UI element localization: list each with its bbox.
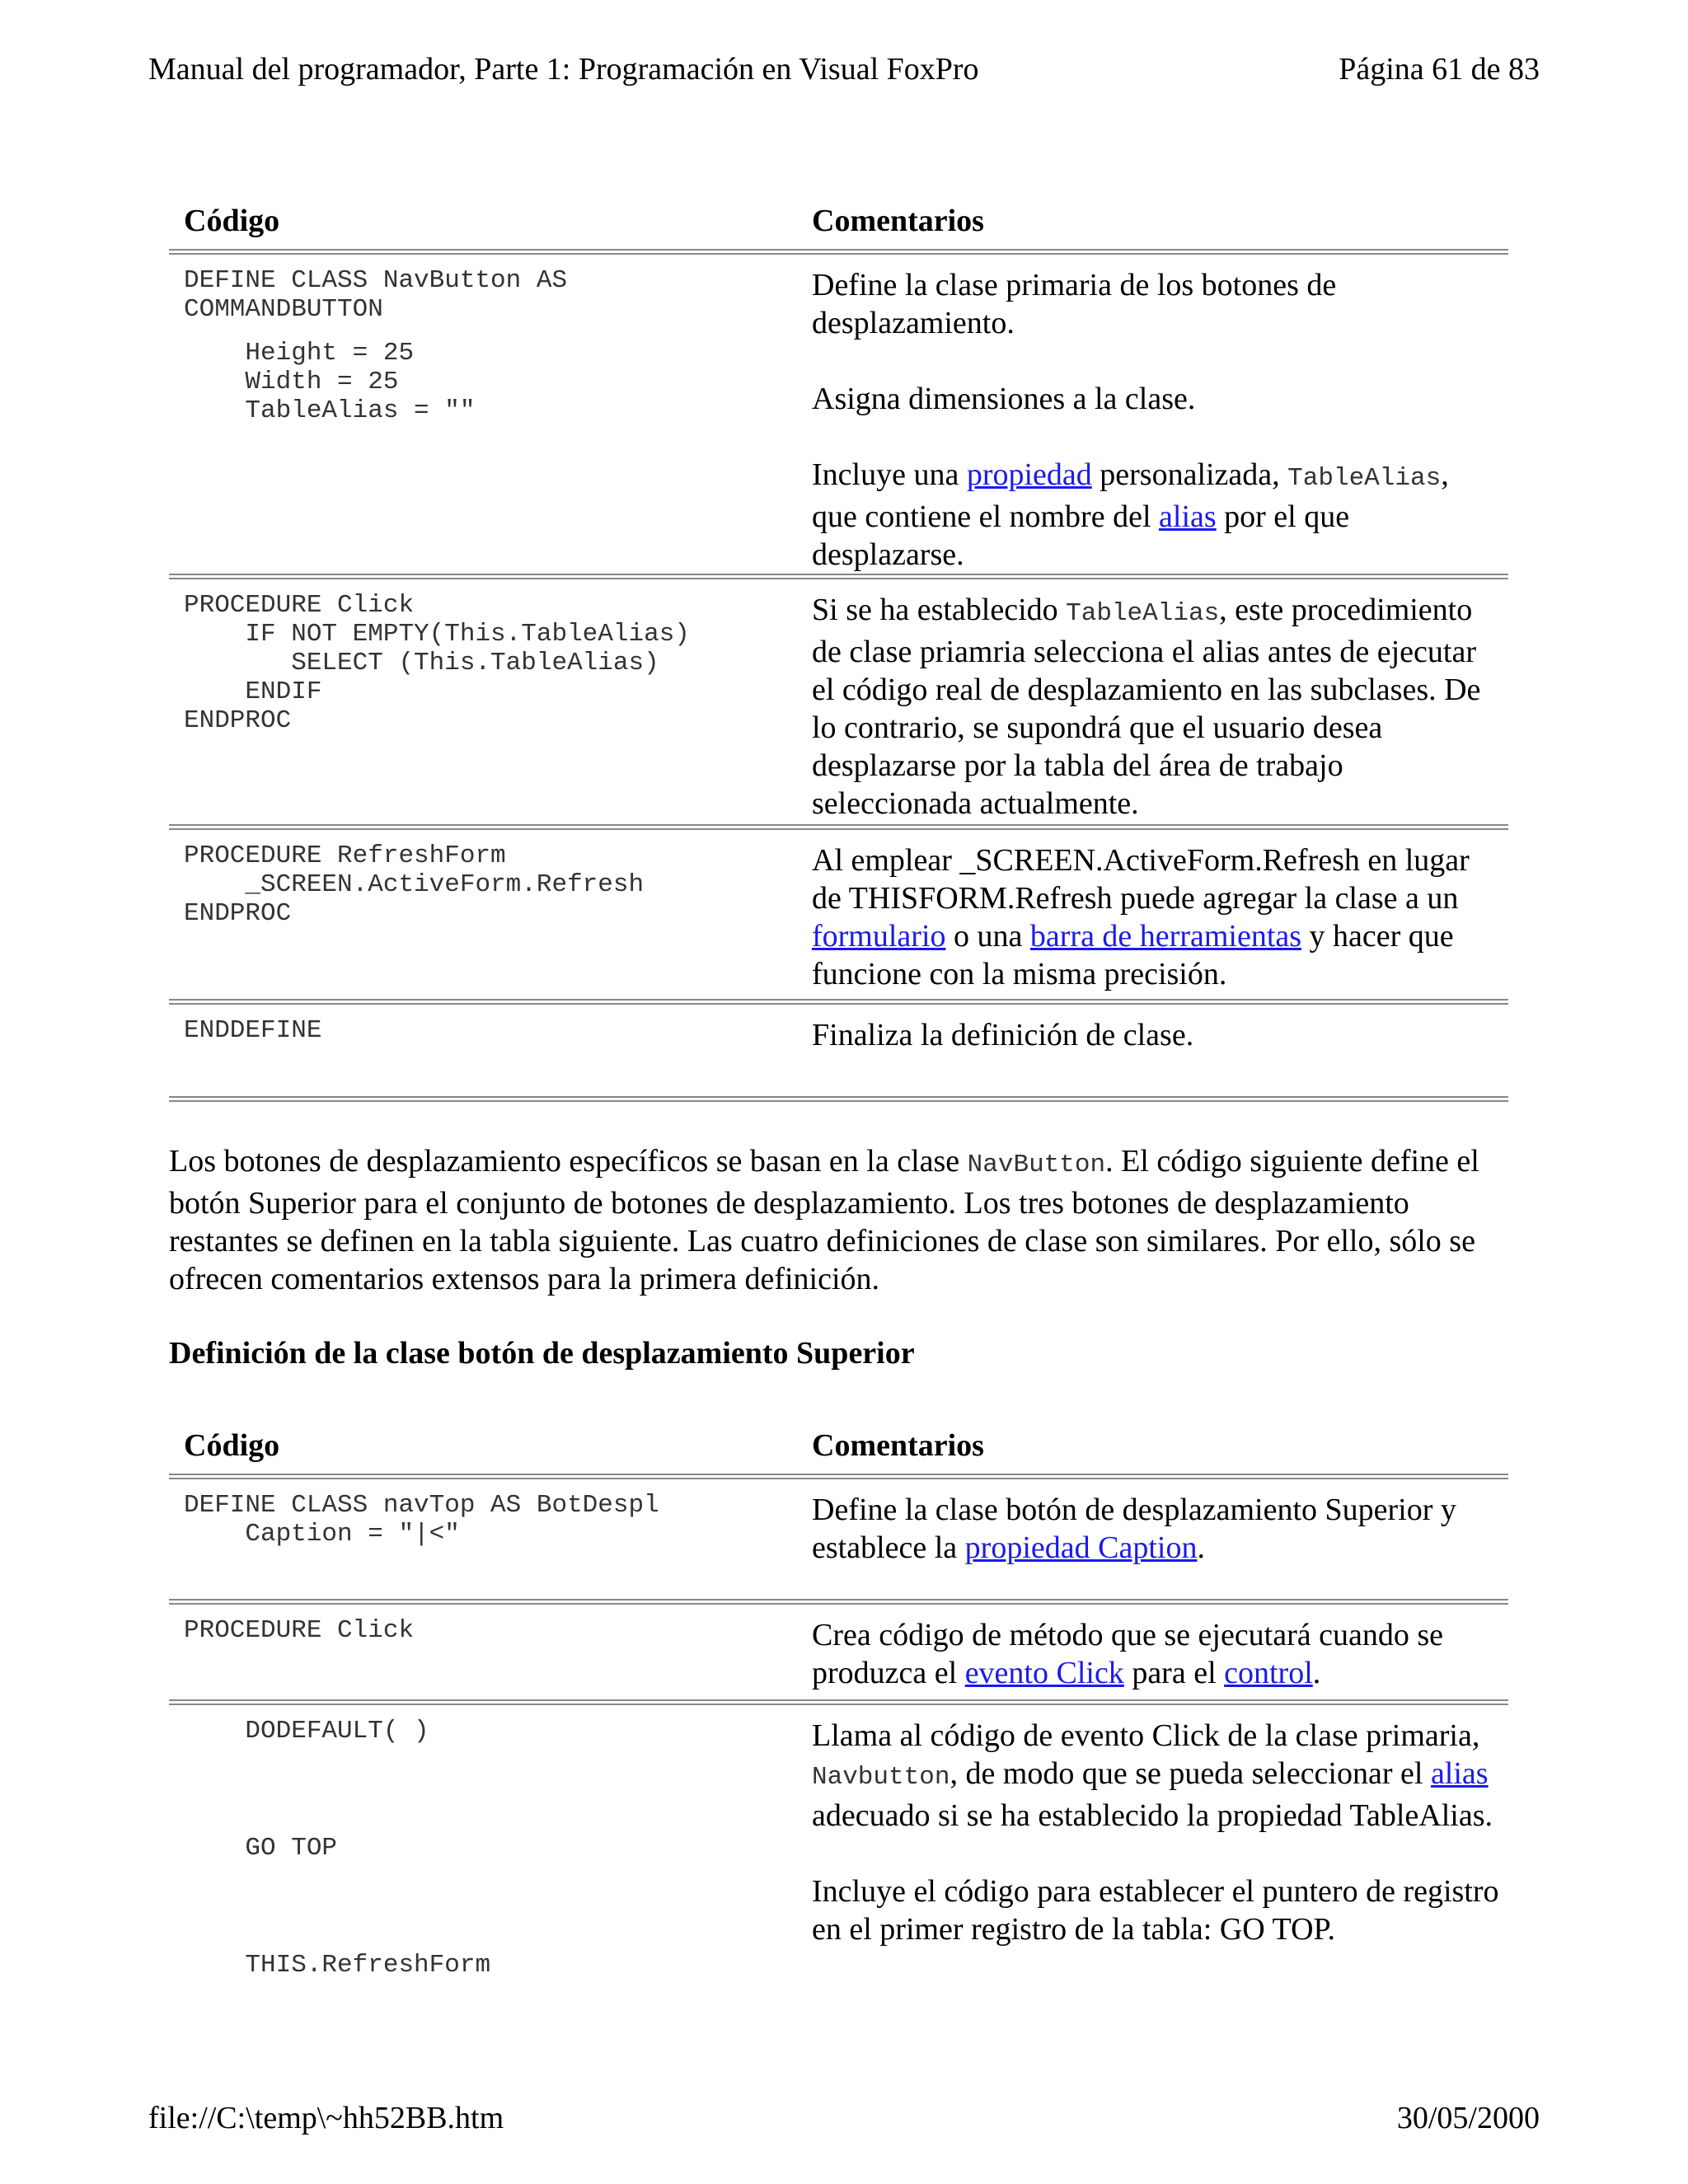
- code-cell: [169, 1491, 812, 1599]
- code-block: DODEFAULT( ): [184, 1717, 429, 1746]
- column-header-code: Código: [184, 204, 280, 238]
- text-span: Si se ha establecido: [812, 593, 1067, 627]
- text-span: , de modo que se pueda seleccionar el: [950, 1756, 1431, 1791]
- code-block: ENDDEFINE: [184, 1016, 322, 1045]
- text-span: personalizada,: [1091, 457, 1288, 492]
- text-span: o una: [945, 919, 1030, 954]
- row-divider: [169, 1599, 1508, 1605]
- text-span: Llama al código de evento Click de la clase primaria,: [812, 1718, 1480, 1753]
- section-heading: Definición de la clase botón de desplazamiento Superior: [169, 1336, 915, 1371]
- comment-text: [812, 456, 1500, 574]
- code-cell: [169, 841, 812, 999]
- code-cell: [169, 1717, 812, 1985]
- document-title: Manual del programador, Parte 1: Programación en Visual FoxPro: [148, 52, 979, 87]
- table-row: [169, 1479, 1508, 1599]
- code-cell: [169, 591, 812, 824]
- text-span: Crea código de método que se ejecutará cuando se produzca el: [812, 1618, 1444, 1690]
- code-block: DEFINE CLASS navTop AS BotDespl Caption = "|<": [184, 1491, 659, 1549]
- code-table-navtop: [169, 1424, 1508, 1985]
- table-header: [169, 1424, 1508, 1474]
- table-row: [169, 830, 1508, 999]
- row-divider: [169, 824, 1508, 830]
- code-block: DEFINE CLASS NavButton AS COMMANDBUTTON: [184, 266, 568, 324]
- table-bottom-rule: [169, 1096, 1508, 1102]
- link-formulario[interactable]: formulario: [812, 919, 946, 954]
- row-divider: [169, 574, 1508, 579]
- text-span: para el: [1123, 1656, 1225, 1690]
- text-span: Define la clase botón de desplazamiento Superior y establece la: [812, 1493, 1456, 1565]
- link-propiedad[interactable]: propiedad: [966, 457, 1092, 492]
- text-span: Al emplear _SCREEN.ActiveForm.Refresh en lugar de THISFORM.Refresh puede agregar la clase a un: [812, 843, 1470, 916]
- table-row: [169, 255, 1508, 574]
- link-propiedad-caption[interactable]: propiedad Caption: [964, 1530, 1198, 1565]
- code-table-navbutton: [169, 199, 1508, 1102]
- code-block: GO TOP: [184, 1834, 338, 1863]
- inline-code: NavButton: [967, 1151, 1106, 1179]
- text-span: . El código siguiente define el botón Superior para el conjunto de botones de desplazamiento. Los tres botones de desplazamiento restantes se definen en la tabla siguiente. Las cuatro definiciones de clase son similares. Por ello, sólo se ofrecen comentarios extensos para la primera definición.: [169, 1144, 1479, 1296]
- code-block: Height = 25 Width = 25 TableAlias = "": [245, 339, 476, 425]
- link-barra-de-herramientas[interactable]: barra de herramientas: [1029, 919, 1302, 954]
- link-control[interactable]: control: [1224, 1656, 1313, 1690]
- code-block: PROCEDURE Click: [184, 1616, 415, 1645]
- column-header-comments: Comentarios: [812, 1428, 984, 1463]
- text-span: , que contiene el nombre del: [812, 457, 1449, 534]
- print-date: 30/05/2000: [1396, 2101, 1540, 2135]
- page-footer: [148, 2100, 1540, 2136]
- comment-cell: [812, 1491, 1508, 1599]
- comment-text: [812, 591, 1500, 823]
- code-block: THIS.RefreshForm: [184, 1951, 491, 1980]
- file-path: file://C:\temp\~hh52BB.htm: [148, 2101, 504, 2135]
- body-paragraph: [169, 1142, 1508, 1298]
- comment-cell: [812, 841, 1508, 999]
- text-span: .: [1197, 1530, 1205, 1565]
- code-block: PROCEDURE RefreshForm _SCREEN.ActiveForm.Refresh ENDPROC: [184, 841, 645, 928]
- table-header: [169, 199, 1508, 249]
- link-alias[interactable]: alias: [1159, 499, 1217, 534]
- text-span: y hacer que funcione con la misma precisión.: [812, 919, 1454, 991]
- comment-text: [812, 1616, 1500, 1692]
- text-span: por el que desplazarse.: [812, 499, 1350, 572]
- comment-cell: [812, 1016, 1508, 1096]
- text-span: Incluye una: [812, 457, 967, 492]
- row-divider: [169, 1699, 1508, 1705]
- row-divider: [169, 1474, 1508, 1479]
- comment-cell: [812, 1616, 1508, 1699]
- comment-cell: [812, 591, 1508, 824]
- text-span: adecuado si se ha establecido la propiedad TableAlias.: [812, 1798, 1493, 1833]
- link-alias[interactable]: alias: [1430, 1756, 1489, 1791]
- table-row: [169, 1005, 1508, 1096]
- page-number: Página 61 de 83: [1339, 52, 1540, 87]
- text-span: Los botones de desplazamiento específicos se basan en la clase: [169, 1144, 968, 1179]
- text-span: .: [1312, 1656, 1321, 1690]
- link-evento-click[interactable]: evento Click: [964, 1656, 1124, 1690]
- inline-code: TableAlias: [1287, 464, 1442, 493]
- comment-cell: [812, 266, 1508, 574]
- comment-text: [812, 1491, 1500, 1567]
- row-divider: [169, 249, 1508, 255]
- table-row: [169, 1605, 1508, 1699]
- comment-text: Asigna dimensiones a la clase.: [812, 382, 1196, 416]
- inline-code: TableAlias: [1066, 599, 1220, 628]
- code-block: PROCEDURE Click IF NOT EMPTY(This.TableAlias) SELECT (This.TableAlias) ENDIF ENDPROC: [184, 591, 690, 735]
- column-header-comments: Comentarios: [812, 204, 984, 238]
- comment-cell: [812, 1717, 1508, 1985]
- comment-text: Finaliza la definición de clase.: [812, 1018, 1194, 1052]
- column-header-code: Código: [184, 1428, 280, 1463]
- text-span: , este procedimiento de clase priamria selecciona el alias antes de ejecutar el código real de desplazamiento en las subclases. De lo contrario, se supondrá que el usuario desea desplazarse por la tabla del área de trabajo seleccionada actualmente.: [812, 593, 1481, 821]
- table-row: [169, 1705, 1508, 1985]
- comment-text: Incluye el código para establecer el puntero de registro en el primer registro de la tabla: GO TOP.: [812, 1874, 1499, 1947]
- page-header: [148, 51, 1540, 87]
- comment-text: [812, 841, 1500, 993]
- code-cell: [169, 1016, 812, 1096]
- inline-code: Navbutton: [812, 1763, 950, 1792]
- table-row: [169, 579, 1508, 824]
- code-cell: [169, 266, 812, 574]
- comment-text: Define la clase primaria de los botones de desplazamiento.: [812, 268, 1337, 340]
- code-cell: [169, 1616, 812, 1699]
- row-divider: [169, 999, 1508, 1005]
- comment-text: [812, 1717, 1500, 1835]
